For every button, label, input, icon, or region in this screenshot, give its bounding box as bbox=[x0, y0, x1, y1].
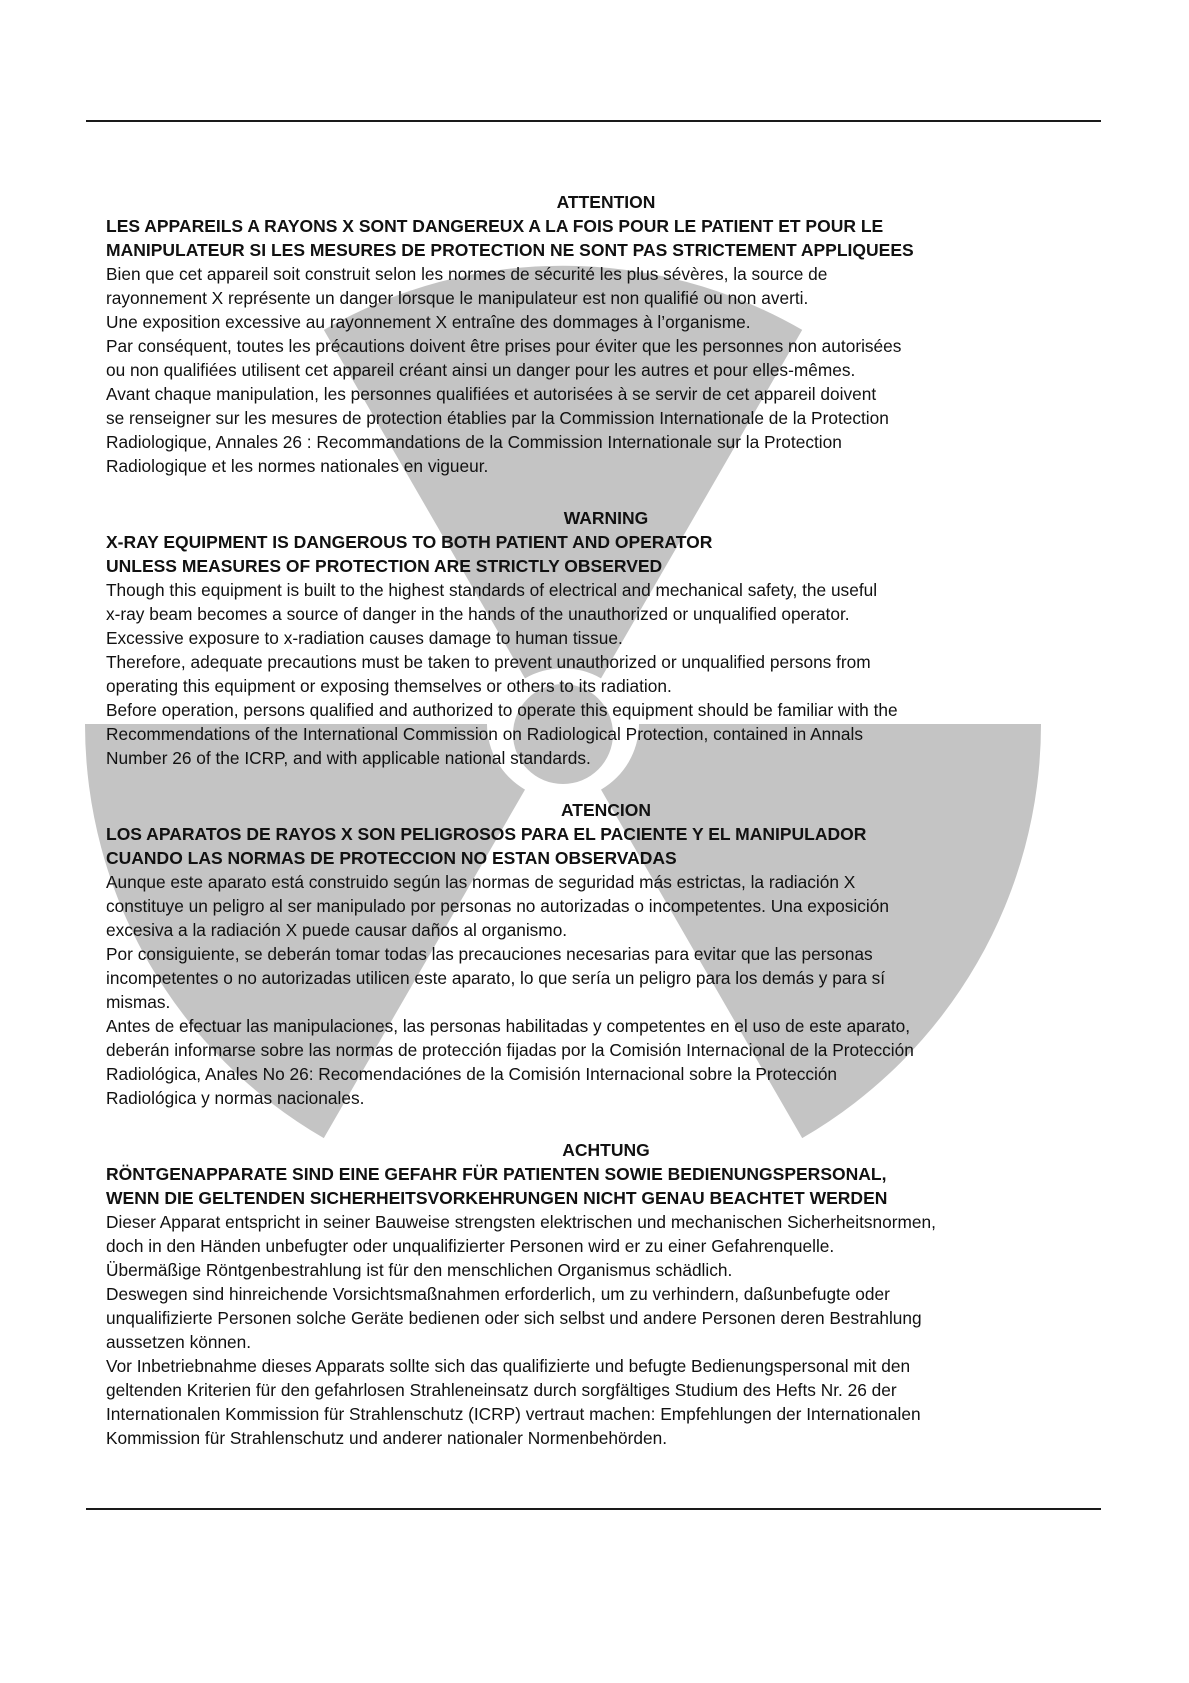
body-line: Before operation, persons qualified and authorized to operate this equipment should be familiar with the bbox=[106, 700, 898, 720]
body-line: Internationalen Kommission für Strahlenschutz (ICRP) vertraut machen: Empfehlungen der Internationalen bbox=[106, 1404, 921, 1424]
body-line: Bien que cet appareil soit construit selon les normes de sécurité les plus sévères, la source de bbox=[106, 264, 828, 284]
headline-line: UNLESS MEASURES OF PROTECTION ARE STRICTLY OBSERVED bbox=[106, 556, 663, 576]
headline-line: WENN DIE GELTENDEN SICHERHEITSVORKEHRUNGEN NICHT GENAU BEACHTET WERDEN bbox=[106, 1188, 888, 1208]
section-title: ACHTUNG bbox=[562, 1140, 650, 1160]
body-line: Par conséquent, toutes les précautions doivent être prises pour éviter que les personnes non autorisées bbox=[106, 336, 902, 356]
body-line: Antes de efectuar las manipulaciones, las personas habilitadas y competentes en el uso de este aparato, bbox=[106, 1016, 911, 1036]
body-line: Radiológica y normas nacionales. bbox=[106, 1088, 365, 1108]
headline-line: RÖNTGENAPPARATE SIND EINE GEFAHR FÜR PATIENTEN SOWIE BEDIENUNGSPERSONAL, bbox=[106, 1164, 887, 1184]
body-line: Deswegen sind hinreichende Vorsichtsmaßnahmen erforderlich, um zu verhindern, daßunbefugte oder bbox=[106, 1284, 890, 1304]
body-line: Kommission für Strahlenschutz und anderer nationaler Normenbehörden. bbox=[106, 1428, 667, 1448]
body-line: Recommendations of the International Commission on Radiological Protection, contained in Annals bbox=[106, 724, 863, 744]
section-title: ATTENTION bbox=[556, 192, 656, 212]
body-line: Vor Inbetriebnahme dieses Apparats sollte sich das qualifizierte und befugte Bedienungspersonal mit den bbox=[106, 1356, 911, 1376]
body-line: Dieser Apparat entspricht in seiner Bauweise strengsten elektrischen und mechanischen Sicherheitsnormen, bbox=[106, 1212, 936, 1232]
section-spanish bbox=[106, 798, 1106, 1110]
headline-line: LES APPAREILS A RAYONS X SONT DANGEREUX A LA FOIS POUR LE PATIENT ET POUR LE bbox=[106, 216, 884, 236]
body-line: Une exposition excessive au rayonnement X entraîne des dommages à l’organisme. bbox=[106, 312, 751, 332]
body-line: constituye un peligro al ser manipulado por personas no autorizadas o incompetentes. Una exposición bbox=[106, 896, 889, 916]
body-line: ou non qualifiées utilisent cet appareil créant ainsi un danger pour les autres et pour elles-mêmes. bbox=[106, 360, 856, 380]
warning-content bbox=[106, 190, 1106, 1478]
body-line: aussetzen können. bbox=[106, 1332, 252, 1352]
bottom-rule bbox=[86, 1508, 1101, 1510]
section-german bbox=[106, 1138, 1106, 1450]
body-line: deberán informarse sobre las normas de protección fijadas por la Comisión Internacional de la Protección bbox=[106, 1040, 914, 1060]
body-line: Avant chaque manipulation, les personnes qualifiées et autorisées à se servir de cet appareil doivent bbox=[106, 384, 877, 404]
body-line: Radiologique, Annales 26 : Recommandations de la Commission Internationale sur la Protection bbox=[106, 432, 842, 452]
section-english bbox=[106, 506, 1106, 770]
body-line: incompetentes o no autorizadas utilicen este aparato, lo que sería un peligro para los demás y para sí bbox=[106, 968, 886, 988]
body-line: Übermäßige Röntgenbestrahlung ist für den menschlichen Organismus schädlich. bbox=[106, 1260, 733, 1280]
body-line: Radiológica, Anales No 26: Recomendaciónes de la Comisión Internacional sobre la Protección bbox=[106, 1064, 838, 1084]
body-line: Aunque este aparato está construido según las normas de seguridad más estrictas, la radiación X bbox=[106, 872, 856, 892]
body-line: Por consiguiente, se deberán tomar todas las precauciones necesarias para evitar que las personas bbox=[106, 944, 873, 964]
body-line: rayonnement X représente un danger lorsque le manipulateur est non qualifié ou non averti. bbox=[106, 288, 809, 308]
body-line: unqualifizierte Personen solche Geräte bedienen oder sich selbst und andere Personen deren Bestrahlung bbox=[106, 1308, 922, 1328]
section-title: WARNING bbox=[563, 508, 649, 528]
headline-line: CUANDO LAS NORMAS DE PROTECCION NO ESTAN OBSERVADAS bbox=[106, 848, 677, 868]
body-line: Therefore, adequate precautions must be taken to prevent unauthorized or unqualified persons from bbox=[106, 652, 871, 672]
body-line: Radiologique et les normes nationales en vigueur. bbox=[106, 456, 489, 476]
body-line: excesiva a la radiación X puede causar daños al organismo. bbox=[106, 920, 568, 940]
headline-line: X-RAY EQUIPMENT IS DANGEROUS TO BOTH PATIENT AND OPERATOR bbox=[106, 532, 713, 552]
body-line: operating this equipment or exposing themselves or others to its radiation. bbox=[106, 676, 672, 696]
body-line: Number 26 of the ICRP, and with applicable national standards. bbox=[106, 748, 591, 768]
body-line: geltenden Kriterien für den gefahrlosen Strahleneinsatz durch sorgfältiges Studium des Hefts Nr. 26 der bbox=[106, 1380, 897, 1400]
body-line: x-ray beam becomes a source of danger in the hands of the unauthorized or unqualified operator. bbox=[106, 604, 850, 624]
body-line: doch in den Händen unbefugter oder unqualifizierter Personen wird er zu einer Gefahrenquelle. bbox=[106, 1236, 835, 1256]
body-line: Excessive exposure to x-radiation causes damage to human tissue. bbox=[106, 628, 623, 648]
body-line: Though this equipment is built to the highest standards of electrical and mechanical safety, the useful bbox=[106, 580, 878, 600]
section-french bbox=[106, 190, 1106, 478]
headline-line: MANIPULATEUR SI LES MESURES DE PROTECTION NE SONT PAS STRICTEMENT APPLIQUEES bbox=[106, 240, 914, 260]
body-line: mismas. bbox=[106, 992, 171, 1012]
headline-line: LOS APARATOS DE RAYOS X SON PELIGROSOS PARA EL PACIENTE Y EL MANIPULADOR bbox=[106, 824, 867, 844]
section-title: ATENCION bbox=[560, 800, 652, 820]
body-line: se renseigner sur les mesures de protection établies par la Commission Internationale de la Protection bbox=[106, 408, 889, 428]
